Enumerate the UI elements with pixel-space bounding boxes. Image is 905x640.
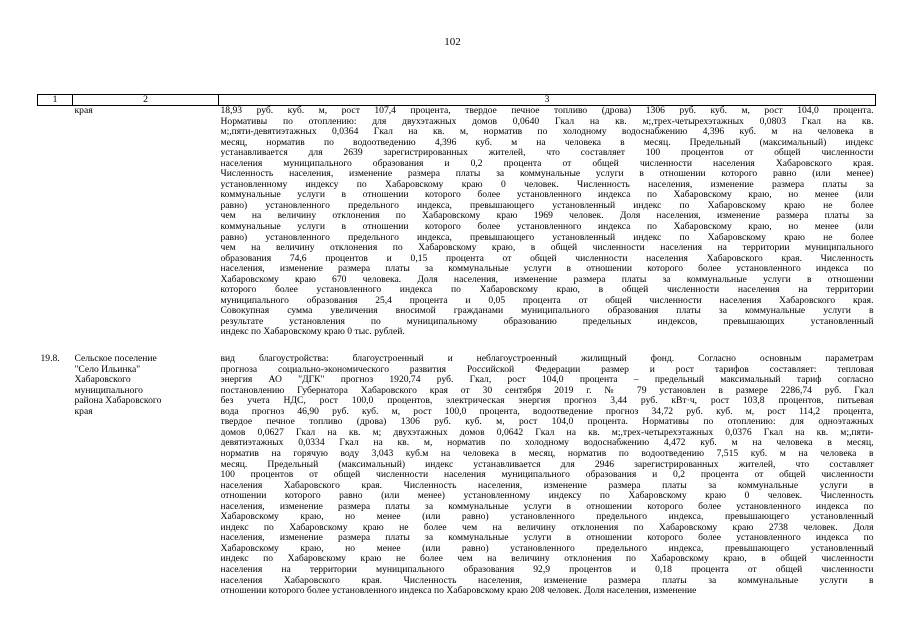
text-line: населения муниципального образования и 0,2 процента от общей численности населения Хабаровского края. <box>220 158 874 169</box>
text-line: равно) установленного предельного индекса, превышающего установленный индекс по Хабаровскому краю не более <box>220 200 874 211</box>
text-line: устанавливается для 2639 зарегистрированных жителей, что составляет 100 процентов от общей численности <box>220 148 874 159</box>
text-line: 18,93 руб. куб. м, рост 107,4 процента, твердое печное топливо (дрова) 1306 руб. куб. м, рост 104,0 процента. <box>220 106 874 116</box>
text-line: Хабаровскому краю, но менее (или равно) установленного предельного индекса, превышающего установленный <box>220 543 874 554</box>
text-line: Хабаровскому краю, но менее (или равно) установленного предельного индекса, превышающего установленный <box>220 512 874 523</box>
table-row <box>38 106 876 339</box>
row-description <box>219 354 876 597</box>
text-line: чем на величину отклонения по Хабаровскому краю, в общей численности населения на территории муниципального <box>220 243 874 254</box>
municipality-name <box>73 106 219 339</box>
text-line: населения, изменение размера платы за коммунальные услуги в отношении которого более установленного индекса по <box>220 264 874 275</box>
row-spacer <box>38 338 876 354</box>
text-line: равно) установленного предельного индекса, превышающего установленный индекс по Хабаровскому краю не более <box>220 232 874 243</box>
header-col-3: 3 <box>219 95 876 106</box>
text-line: населения на территории муниципального образования 92,9 процентов и 0,18 процента от общей численности <box>220 564 874 575</box>
text-line: прогноза социально-экономического развития Российской Федерации размер и рост тарифов составляет: тепловая <box>220 364 874 375</box>
text-line: 100 процентов от общей численности населения муниципального образования и 0,2 процента от общей численности <box>220 470 874 481</box>
text-line: чем на величину отклонения по Хабаровскому краю 1969 человек. Доля населения, изменение размера платы за <box>220 211 874 222</box>
text-line: отношении которого более установленного индекса по Хабаровскому краю 208 человек. Доля населения, изменение <box>220 586 697 597</box>
text-line: месяц. Предельный (максимальный) индекс устанавливается для 2946 зарегистрированных жителей, что составляет <box>220 459 874 470</box>
header-col-2: 2 <box>73 95 219 106</box>
text-line: индекс по Хабаровскому краю не более чем на величину отклонения по Хабаровскому краю, в общей численности <box>220 554 874 565</box>
page-number: 102 <box>444 36 461 48</box>
text-line: Сельское поселение <box>74 354 157 365</box>
text-line: установленному индексу по Хабаровскому краю 0 человек. Численность населения, изменение размера платы за <box>220 179 874 190</box>
text-line: твердое печное топливо (дрова) 1306 руб. куб. м, рост 104,0 процента. Нормативы по отоплению: для одноэтажных <box>220 417 874 428</box>
text-line: муниципального образования 25,4 процента и 0,05 процента от общей численности населения Хабаровского края. <box>220 295 874 306</box>
text-line: Нормативы по отоплению: для двухэтажных домов 0,0640 Гкал на кв. м;,трех-четырехэтажных 0,0803 Гкал на кв. <box>220 116 874 127</box>
text-line: населения Хабаровского края. Численность населения, изменение размера платы за коммунальные услуги в <box>220 575 874 586</box>
text-line: Численность населения, изменение размера платы за коммунальные услуги в отношении которого равно (или менее) <box>220 169 874 180</box>
text-line: индекс по Хабаровскому краю 0 тыс. рублей. <box>220 327 405 338</box>
text-line: домов 0,0627 Гкал на кв. м; двухэтажных домов 0,0642 Гкал на кв. м;,трех-четырехэтажных 0,0376 Гкал на кв. м;,пяти- <box>220 427 874 438</box>
text-line: норматив на горячую воду 3,043 куб.м на человека в месяц, норматив по водоотведению 7,515 куб. м на человека в <box>220 448 874 459</box>
text-line: района Хабаровского <box>74 396 162 407</box>
text-line: девятиэтажных 0,0334 Гкал на кв. м, норматив по холодному водоснабжению 4,472 куб. м на человека в месяц, <box>220 438 874 449</box>
text-line: индекс по Хабаровскому краю не более чем на величину отклонения по Хабаровскому краю 2738 человек. Доля <box>220 522 874 533</box>
text-line: населения, изменение размера платы за коммунальные услуги в отношении которого более установленного индекса по <box>220 501 874 512</box>
document-table <box>37 94 876 597</box>
text-line: отношении которого равно (или менее) установленному индексу по Хабаровскому краю 0 человек. Численность <box>220 491 874 502</box>
text-line: населения Хабаровского края. Численность населения, изменение размера платы за коммунальные услуги в <box>220 480 874 491</box>
text-line: Хабаровскому краю 670 человека. Доля населения, изменение размера платы за коммунальные услуги в отношении <box>220 274 874 285</box>
text-line: населения, изменение размера платы за коммунальные услуги в отношении которого более установленного индекса по <box>220 533 874 544</box>
text-line: края <box>74 106 93 116</box>
text-line: энергия АО "ДГК" прогноз 1920,74 руб. Гкал, рост 104,0 процента – предельный максимальный тариф согласно <box>220 375 874 386</box>
text-line: коммунальные услуги в отношении которого более установленного индекса по Хабаровскому краю, но менее (или <box>220 222 874 233</box>
text-line: вода прогноз 46,90 руб. куб. м, рост 100,0 процента, водоотведение прогноз 34,72 руб. куб. м, рост 114,2 процента, <box>220 406 874 417</box>
municipality-name <box>73 354 219 597</box>
text-line: без учета НДС, рост 100,0 процентов, электрическая энергия прогноз 3,44 руб. кВт·ч, рост 103,8 процентов, питьевая <box>220 396 874 407</box>
text-line: м;,пяти-девятиэтажных 0,0364 Гкал на кв. м, норматив по холодному водоснабжению 4,396 куб. м на человека в <box>220 127 874 138</box>
text-line: коммунальные услуги в отношении которого более установленного индекса по Хабаровскому краю, но менее (или <box>220 190 874 201</box>
table-row <box>38 354 876 597</box>
text-line: Хабаровского <box>74 375 131 386</box>
text-line: края <box>74 406 93 417</box>
text-line: постановлению Губернатора Хабаровского края от 30 сентября 2019 г. № 79 установлен в размере 2286,74 руб. Гкал <box>220 385 874 396</box>
text-line: Совокупная сумма увеличения вносимой гражданами муниципального образования платы за коммунальные услуги в <box>220 306 874 317</box>
header-col-1: 1 <box>38 95 73 106</box>
row-number <box>38 106 73 339</box>
text-line: образования 74,6 процентов и 0,15 процента от общей численности населения Хабаровского края. Численность <box>220 253 874 264</box>
text-line: которого более установленного индекса по Хабаровскому краю, в общей численности населения на территории <box>220 285 874 296</box>
row-number: 19.8. <box>40 353 60 365</box>
table-header-row <box>38 95 876 106</box>
text-line: "Село Ильинка" <box>74 364 141 375</box>
row-description <box>219 106 876 339</box>
text-line: месяц, норматив по водоотведению 4,396 куб. м на человека в месяц. Предельный (максимальный) индекс <box>220 137 874 148</box>
text-line: муниципального <box>74 385 143 396</box>
text-line: вид благоустройства: благоустроенный и неблагоустроенный жилищный фонд. Согласно основным параметрам <box>220 354 874 365</box>
text-line: результате установления по муниципальному образованию предельных индексов, превышающих установленный <box>220 316 874 327</box>
